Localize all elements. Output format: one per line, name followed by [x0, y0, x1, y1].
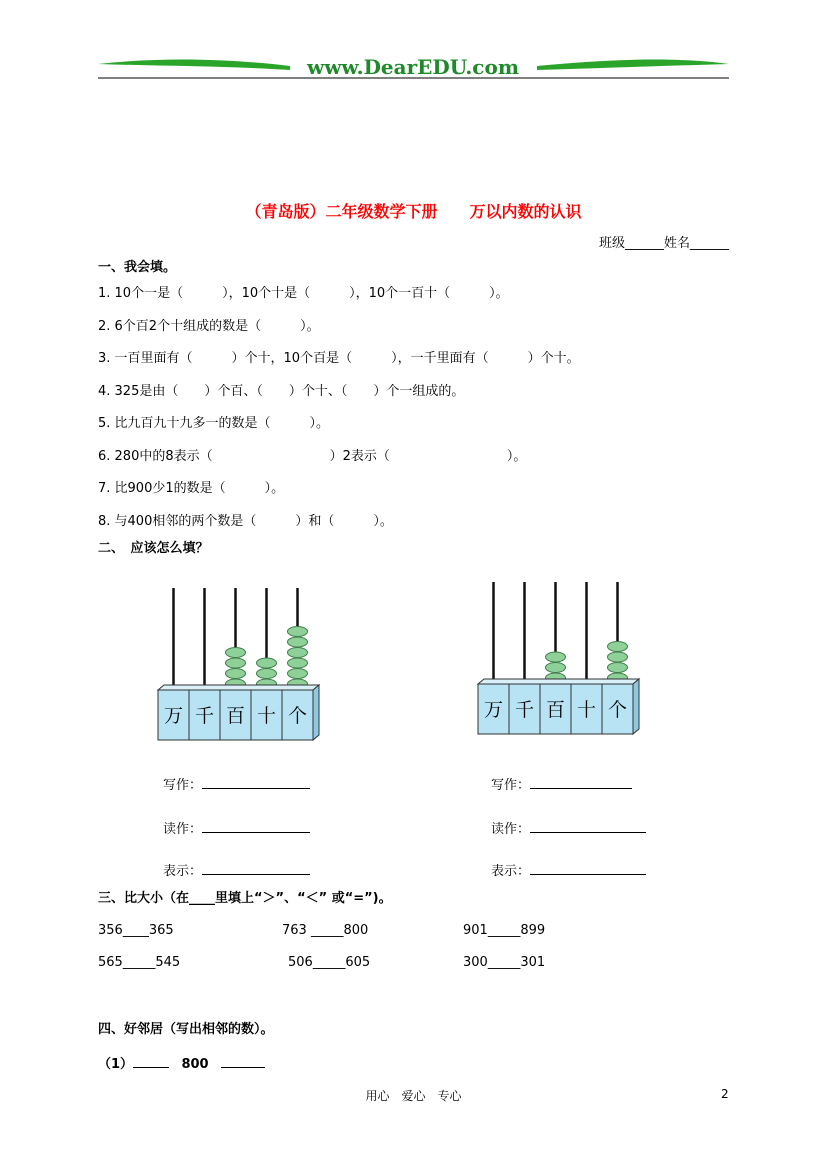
- show-blank[interactable]: [530, 874, 646, 875]
- right-show-line: [491, 860, 646, 879]
- right-read-line: [491, 818, 646, 837]
- abacus-place-label: 个: [607, 699, 628, 721]
- write-label: 写作：: [491, 778, 531, 793]
- question-3: 3. 一百里面有（ ）个十，10个百是（ ），一千里面有（ ）个十。: [98, 351, 580, 366]
- abacus-right: [474, 576, 644, 736]
- abacus-bead: [226, 648, 246, 658]
- abacus-bead: [546, 663, 566, 673]
- abacus-top-face: [158, 685, 319, 690]
- question-7: 7. 比900少1的数是（ ）。: [98, 481, 285, 496]
- show-blank[interactable]: [202, 874, 310, 875]
- abacus-bead: [608, 652, 628, 662]
- abacus-side-face: [313, 685, 319, 740]
- read-blank[interactable]: [202, 832, 310, 833]
- show-label: 表示：: [491, 864, 531, 879]
- page-title: （青岛版）二年级数学下册 万以内数的认识: [245, 202, 582, 221]
- compare-item: 356____365: [98, 923, 174, 938]
- read-blank[interactable]: [530, 832, 646, 833]
- abacus-place-label: 万: [483, 699, 504, 721]
- right-swoosh-icon: [537, 60, 729, 70]
- question-1: 1. 10个一是（ ），10个十是（ ），10个一百十（ ）。: [98, 286, 509, 301]
- abacus-bead: [288, 658, 308, 668]
- neighbor-blank-left[interactable]: [133, 1067, 169, 1068]
- abacus-bead: [257, 669, 277, 679]
- abacus-place-label: 十: [256, 705, 277, 727]
- abacus-bead: [546, 652, 566, 662]
- abacus-bead: [608, 663, 628, 673]
- section2-heading: 二、 应该怎么填？: [98, 541, 209, 556]
- abacus-bead: [608, 642, 628, 652]
- abacus-bead: [288, 648, 308, 658]
- question-5: 5. 比九百九十九多一的数是（ ）。: [98, 416, 330, 431]
- site-name: www.DearEDU.com: [306, 55, 520, 79]
- abacus-side-face: [633, 679, 639, 734]
- footer-motto: 用心 爱心 专心: [365, 1089, 462, 1103]
- left-show-line: [163, 860, 310, 879]
- neighbor-number: 800: [181, 1057, 209, 1072]
- page-number: 2: [721, 1087, 729, 1101]
- write-blank[interactable]: [202, 788, 310, 789]
- compare-item: 300_____301: [463, 955, 546, 970]
- compare-item: 901_____899: [463, 923, 546, 938]
- abacus-bead: [257, 658, 277, 668]
- write-label: 写作：: [163, 778, 203, 793]
- abacus-place-label: 十: [576, 699, 597, 721]
- abacus-place-label: 千: [194, 705, 215, 727]
- question-6: 6. 280中的8表示（ ）2表示（ ）。: [98, 449, 527, 464]
- header-logo: [0, 52, 827, 88]
- abacus-left: [154, 582, 324, 742]
- show-label: 表示：: [163, 864, 203, 879]
- abacus-bead: [226, 658, 246, 668]
- left-read-line: [163, 818, 310, 837]
- item-prefix: （1）: [98, 1057, 134, 1072]
- section4-heading: 四、好邻居（写出相邻的数）。: [98, 1022, 274, 1037]
- section1-heading: 一、我会填。: [98, 260, 177, 275]
- question-2: 2. 6个百2个十组成的数是（ ）。: [98, 319, 320, 334]
- abacus-place-label: 百: [225, 705, 246, 727]
- abacus-bead: [226, 669, 246, 679]
- compare-item: 506_____605: [288, 955, 371, 970]
- read-label: 读作：: [163, 822, 203, 837]
- abacus-bead: [288, 669, 308, 679]
- left-write-line: [163, 774, 310, 793]
- abacus-bead: [288, 637, 308, 647]
- read-label: 读作：: [491, 822, 531, 837]
- question-8: 8. 与400相邻的两个数是（ ）和（ ）。: [98, 514, 393, 529]
- neighbor-blank-right[interactable]: [221, 1067, 265, 1068]
- write-blank[interactable]: [530, 788, 632, 789]
- compare-item: 565_____545: [98, 955, 181, 970]
- abacus-top-face: [478, 679, 639, 684]
- abacus-place-label: 个: [287, 705, 308, 727]
- neighbor-item-1: [98, 1053, 265, 1072]
- abacus-place-label: 百: [545, 699, 566, 721]
- question-4: 4. 325是由（ ）个百、（ ）个十、（ ）个一组成的。: [98, 384, 465, 399]
- compare-item: 763 _____800: [282, 923, 369, 938]
- abacus-bead: [288, 627, 308, 637]
- left-swoosh-icon: [98, 60, 290, 70]
- class-name-line: 班级______姓名______: [598, 236, 729, 251]
- abacus-place-label: 万: [163, 705, 184, 727]
- right-write-line: [491, 774, 632, 793]
- abacus-place-label: 千: [514, 699, 535, 721]
- section3-heading: 三、比大小（在____里填上“＞”、“＜” 或“=”)。: [98, 891, 392, 906]
